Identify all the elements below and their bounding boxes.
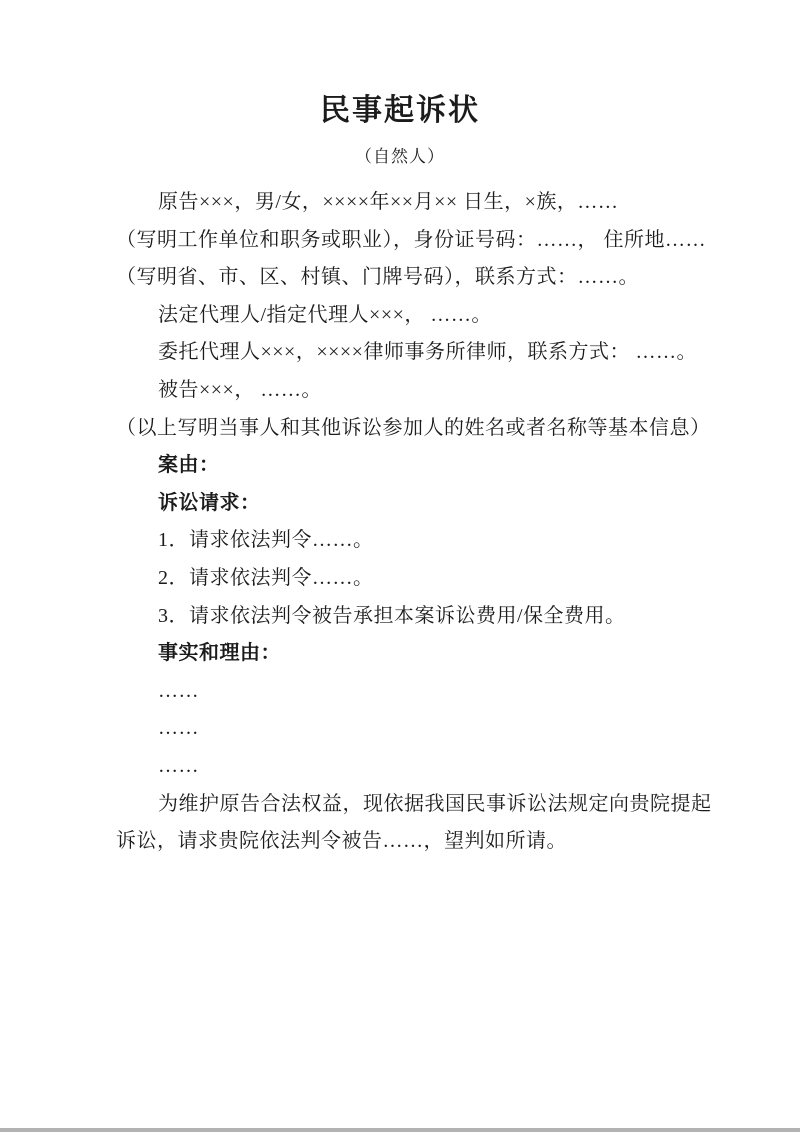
document-body (116, 184, 726, 861)
line-ellipsis-3: …… (158, 754, 199, 777)
line-plaintiff-info: 原告×××，男/女，××××年××月×× 日生，×族，…… (158, 191, 619, 213)
document-subtitle: （自然人） (355, 147, 445, 166)
line-ellipsis-2: …… (158, 717, 199, 740)
line-ellipsis-1: …… (158, 679, 199, 702)
line-claim-1: 1．请求依法判令……。 (158, 529, 374, 552)
line-closing-1: 为维护原告合法权益，现依据我国民事诉讼法规定向贵院提起 (158, 792, 712, 815)
heading-claims: 诉讼请求： (158, 491, 261, 514)
line-claim-2: 2．请求依法判令……。 (158, 566, 374, 589)
line-defendant: 被告×××， ……。 (158, 378, 322, 401)
heading-facts-and-reasons: 事实和理由： (158, 642, 281, 665)
page-bottom-edge (0, 1128, 800, 1132)
line-plaintiff-address-note: （写明省、市、区、村镇、门牌号码），联系方式：……。 (116, 266, 639, 289)
heading-cause-of-action: 案由： (158, 454, 220, 477)
document-title: 民事起诉状 (320, 94, 480, 127)
line-plaintiff-work-note: （写明工作单位和职务或职业），身份证号码：……， 住所地…… (116, 228, 706, 251)
line-parties-note: （以上写明当事人和其他诉讼参加人的姓名或者名称等基本信息） (116, 416, 711, 439)
line-claim-3: 3．请求依法判令被告承担本案诉讼费用/保全费用。 (158, 604, 626, 627)
line-legal-agent: 法定代理人/指定代理人×××， ……。 (158, 303, 492, 326)
line-closing-2: 诉讼，请求贵院依法判令被告……，望判如所请。 (116, 830, 567, 853)
line-entrusted-agent: 委托代理人×××，××××律师事务所律师，联系方式： ……。 (158, 341, 697, 364)
